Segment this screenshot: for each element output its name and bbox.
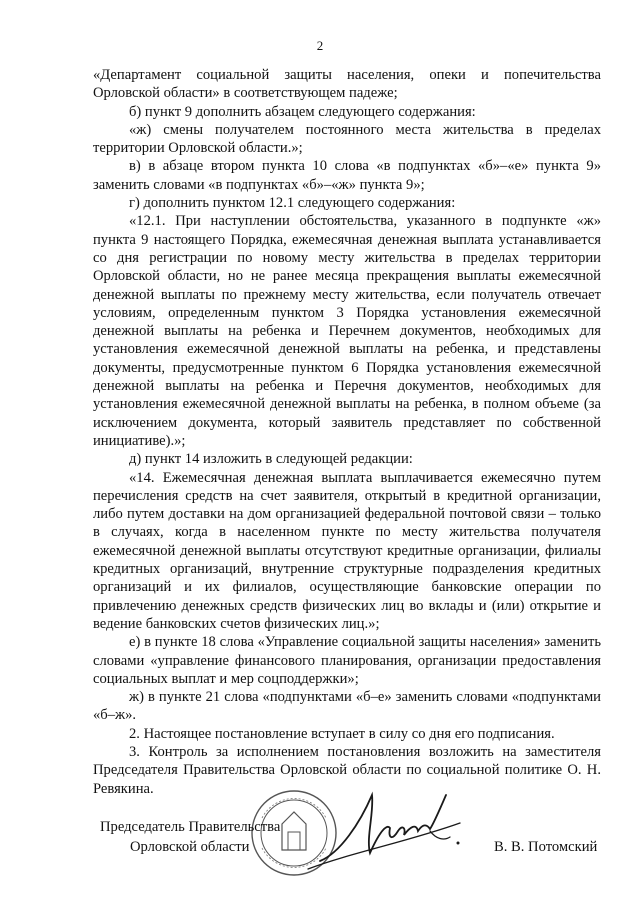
paragraph-7: д) пункт 14 изложить в следующей редакции: (129, 451, 413, 468)
paragraph-5: г) дополнить пунктом 12.1 следующего содержания: (129, 195, 456, 212)
paragraph-3: «ж) смены получателем постоянного места жительства в пределах территории Орловской области.»; (93, 121, 601, 157)
paragraph-4: в) в абзаце втором пункта 10 слова «в подпунктах «б»–«е» пункта 9» заменить словами «в подпунктах «б»–«ж» пункта 9»; (93, 158, 601, 193)
paragraph-6: «12.1. При наступлении обстоятельства, указанного в подпункте «ж» пункта 9 настоящего Порядка, ежемесячная денежная выплата устанавливается со дня регистрации по новому месту жительства в пределах территории Орловской области, но не ранее месяца прекращения выплаты ежемесячной денежной выплаты по прежнему месту жительства, если получатель отвечает условиям, определенным пунктом 3 Порядка установления ежемесячной денежной выплаты на ребенка и Перечнем документов, необходимых для установления ежемесячной денежной выплаты на ребенка, и представлены документы, предусмотренные пунктом 6 Порядка установления ежемесячной денежной выплаты на ребенка и Перечня документов, необходимых для установления ежемесячной денежной выплаты на ребенка, в полном объеме (за исключением документа, который заявитель представляет по собственной инициативе).»; (93, 213, 601, 449)
document-body (93, 66, 601, 798)
paragraph-2: б) пункт 9 дополнить абзацем следующего содержания: (129, 103, 476, 120)
signatory-title-line1: Председатель Правительства (100, 819, 281, 835)
signatory-name: В. В. Потомский (494, 839, 598, 855)
paragraph-12: 3. Контроль за исполнением постановления возложить на заместителя Председателя Правительства Орловской области по социальной политике О. Н. Ревякина. (93, 743, 601, 797)
paragraph-1: «Департамент социальной защиты населения, опеки и попечительства Орловской области» в соответствующем падеже; (93, 67, 601, 102)
signatory-title-line2: Орловской области (130, 839, 250, 855)
page-number: 2 (316, 38, 324, 53)
paragraph-11: 2. Настоящее постановление вступает в силу со дня его подписания. (129, 725, 555, 742)
paragraph-9: е) в пункте 18 слова «Управление социальной защиты населения» заменить словами «управление финансового планирования, организации предоставления социальных выплат и мер соцподдержки»; (93, 634, 601, 687)
signature-block (0, 818, 640, 878)
paragraph-10: ж) в пункте 21 слова «подпунктами «б–е» заменить словами «подпунктами «б–ж». (93, 689, 601, 724)
paragraph-8: «14. Ежемесячная денежная выплата выплачивается ежемесячно путем перечисления средств на счет заявителя, открытый в кредитной организации, либо путем доставки на дом организацией федеральной почтовой связи – только в случаях, когда в населенном пункте по месту жительства получателя ежемесячной денежной выплаты отсутствуют кредитные организации, филиалы кредитных организаций, внутренние структурные подразделения кредитных организаций и их филиалов, осуществляющие банковские операции по привлечению денежных средств физических лиц во вклады и (или) открытие и ведение банковских счетов физических лиц.»; (93, 469, 601, 632)
handwritten-signature-icon (300, 783, 465, 873)
